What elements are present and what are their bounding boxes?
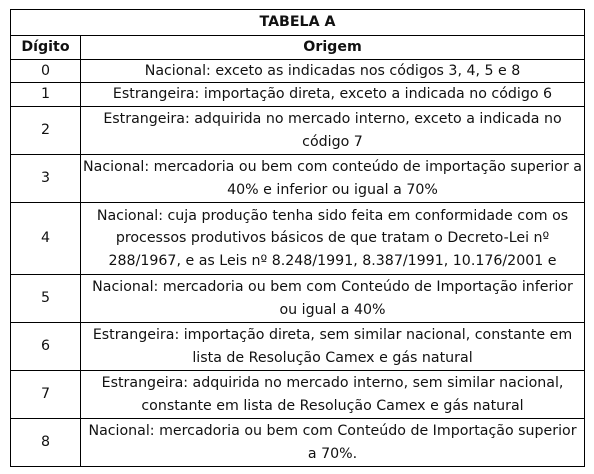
row-origin: Nacional: cuja produção tenha sido feita em conformidade com os processos produtivos básicos de que tratam o Decreto-Lei nº 288/1967, e as Leis nº 8.248/1991, 8.387/1991, 10.176/2001 e xyxy=(81,203,585,275)
row-digit: 8 xyxy=(11,419,81,467)
table-title: TABELA A xyxy=(11,10,585,36)
row-digit: 7 xyxy=(11,371,81,419)
row-origin: Estrangeira: adquirida no mercado interno, exceto a indicada no código 7 xyxy=(81,107,585,155)
table-row xyxy=(11,107,585,155)
table-row xyxy=(11,323,585,371)
column-header-digit: Dígito xyxy=(11,36,81,60)
table-row xyxy=(11,371,585,419)
row-origin: Estrangeira: importação direta, exceto a indicada no código 6 xyxy=(81,83,585,107)
row-digit: 0 xyxy=(11,59,81,83)
table-row xyxy=(11,203,585,275)
table-row xyxy=(11,155,585,203)
row-digit: 6 xyxy=(11,323,81,371)
table-row xyxy=(11,419,585,467)
row-origin: Nacional: mercadoria ou bem com Conteúdo de Importação inferior ou igual a 40% xyxy=(81,275,585,323)
row-origin: Estrangeira: adquirida no mercado interno, sem similar nacional, constante em lista de Resolução Camex e gás natural xyxy=(81,371,585,419)
row-digit: 4 xyxy=(11,203,81,275)
origin-code-table xyxy=(10,9,585,467)
row-digit: 1 xyxy=(11,83,81,107)
table-row xyxy=(11,275,585,323)
column-header-origin: Origem xyxy=(81,36,585,60)
table-row xyxy=(11,83,585,107)
row-origin: Nacional: mercadoria ou bem com Conteúdo de Importação superior a 70%. xyxy=(81,419,585,467)
row-origin: Nacional: mercadoria ou bem com conteúdo de importação superior a 40% e inferior ou igual a 70% xyxy=(81,155,585,203)
table-title-row xyxy=(11,10,585,36)
row-digit: 3 xyxy=(11,155,81,203)
table-header-row xyxy=(11,36,585,60)
table-row xyxy=(11,59,585,83)
row-digit: 5 xyxy=(11,275,81,323)
row-digit: 2 xyxy=(11,107,81,155)
row-origin: Nacional: exceto as indicadas nos códigos 3, 4, 5 e 8 xyxy=(81,59,585,83)
row-origin: Estrangeira: importação direta, sem similar nacional, constante em lista de Resolução Camex e gás natural xyxy=(81,323,585,371)
